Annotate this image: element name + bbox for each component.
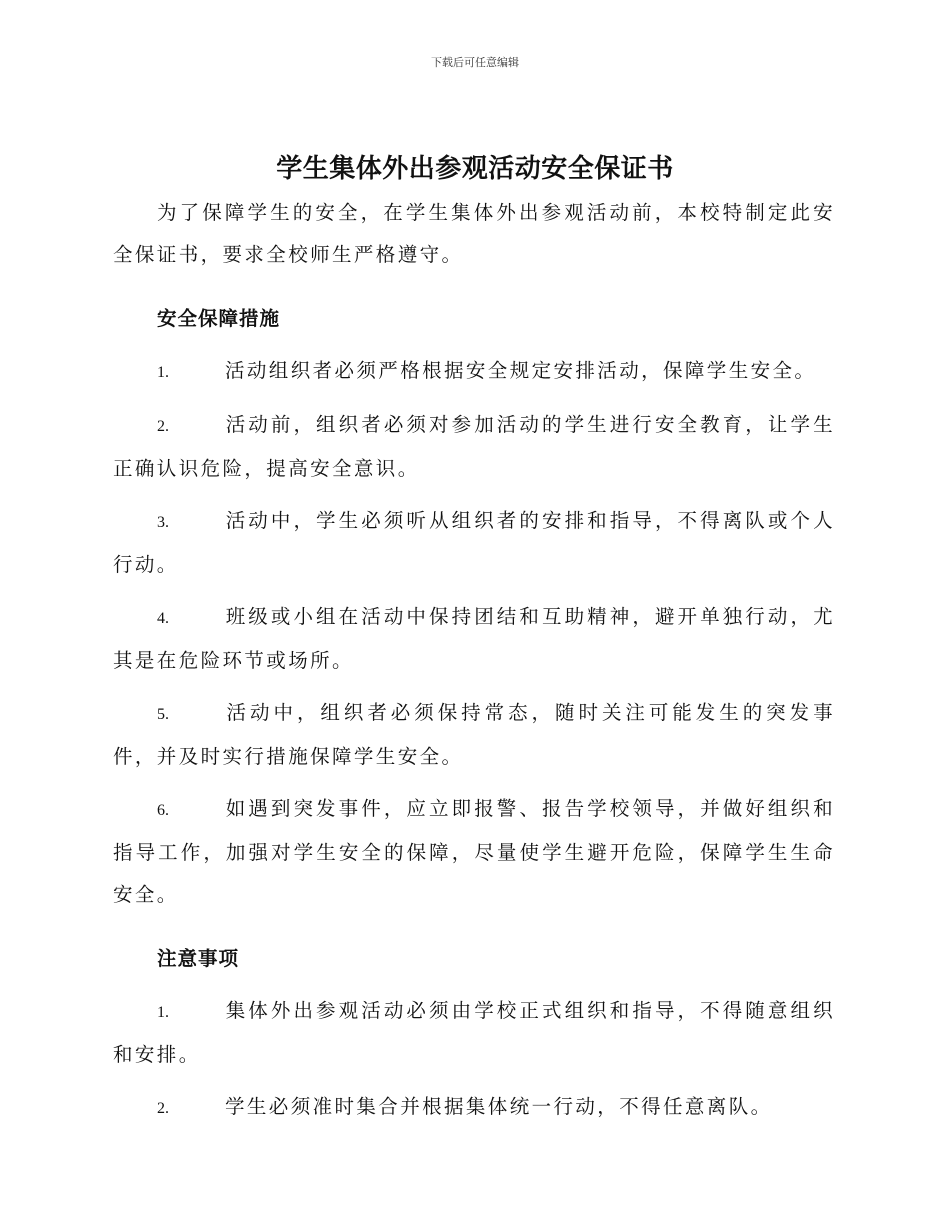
page-header: 下载后可任意编辑 xyxy=(431,56,519,69)
list-item-number: 3. xyxy=(157,514,169,531)
list-item xyxy=(113,500,835,586)
list-item xyxy=(113,692,835,778)
list-item-text: 活动前，组织者必须对参加活动的学生进行安全教育，让学生正确认识危险，提高安全意识。 xyxy=(113,413,835,480)
list-item xyxy=(113,788,835,916)
intro-paragraph: 为了保障学生的安全，在学生集体外出参观活动前，本校特制定此安全保证书，要求全校师生严格遵守。 xyxy=(113,201,835,266)
list-item-text: 如遇到突发事件，应立即报警、报告学校领导，并做好组织和指导工作，加强对学生安全的保障，尽量使学生避开危险，保障学生生命安全。 xyxy=(113,797,835,906)
list-item-text: 集体外出参观活动必须由学校正式组织和指导，不得随意组织和安排。 xyxy=(113,999,835,1066)
list-item-text: 学生必须准时集合并根据集体统一行动，不得任意离队。 xyxy=(225,1095,773,1118)
section-heading-notes: 注意事项 xyxy=(157,947,240,970)
document-body xyxy=(113,192,835,1140)
list-item-text: 班级或小组在活动中保持团结和互助精神，避开单独行动，尤其是在危险环节或场所。 xyxy=(113,605,835,672)
list-item xyxy=(113,990,835,1076)
list-item xyxy=(113,1086,835,1130)
list-item xyxy=(113,404,835,490)
list-item-number: 1. xyxy=(157,1004,169,1021)
list-item xyxy=(113,350,835,394)
list-item xyxy=(113,596,835,682)
list-item-number: 1. xyxy=(157,364,169,381)
list-item-number: 4. xyxy=(157,610,169,627)
section-heading-safety-measures: 安全保障措施 xyxy=(157,307,281,330)
list-item-text: 活动中，学生必须听从组织者的安排和指导，不得离队或个人行动。 xyxy=(113,509,835,576)
document-title: 学生集体外出参观活动安全保证书 xyxy=(276,154,674,184)
list-item-text: 活动中，组织者必须保持常态，随时关注可能发生的突发事件，并及时实行措施保障学生安全。 xyxy=(113,701,835,768)
list-item-text: 活动组织者必须严格根据安全规定安排活动，保障学生安全。 xyxy=(225,359,817,382)
list-item-number: 2. xyxy=(157,418,169,435)
list-item-number: 2. xyxy=(157,1100,169,1117)
list-item-number: 5. xyxy=(157,706,169,723)
list-item-number: 6. xyxy=(157,802,169,819)
